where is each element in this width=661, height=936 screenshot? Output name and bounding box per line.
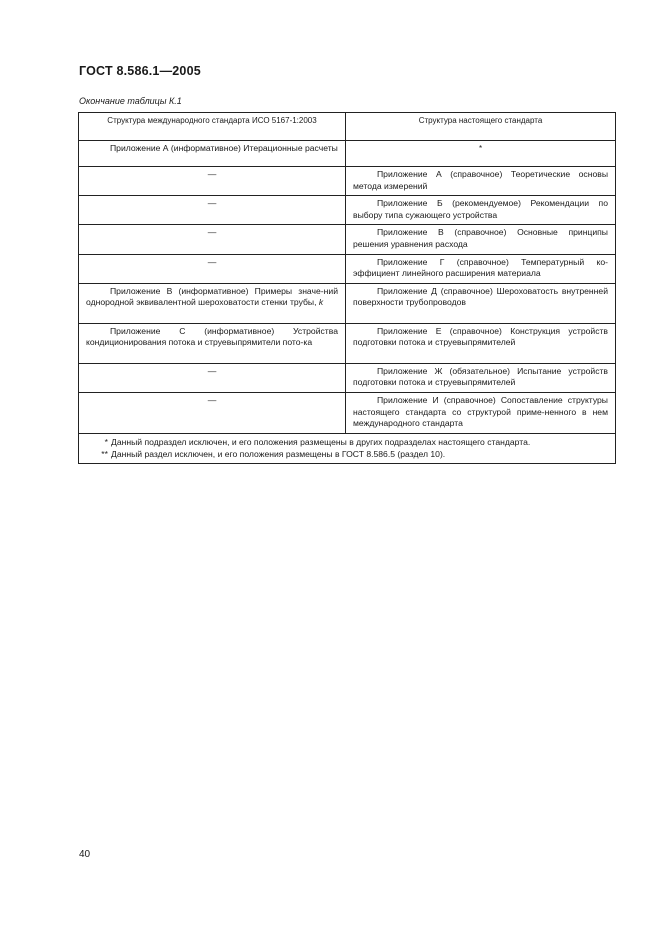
- footnote: [86, 436, 608, 448]
- table-row: [79, 283, 616, 323]
- table-cell-gost: Приложение Г (справочное) Температурный ко-эффициент линейного расширения материала: [346, 254, 616, 283]
- table-header-row: [79, 113, 616, 141]
- table-cell-gost: Приложение И (справочное) Сопоставление структуры настоящего стандарта со структурой приме-ненного в нем международного стандарта: [346, 392, 616, 433]
- table-row: [79, 323, 616, 363]
- table-notes: [79, 433, 616, 463]
- table-cell-gost: Приложение Д (справочное) Шероховатость внутренней поверхности трубопроводов: [346, 283, 616, 323]
- table-cell-iso: —: [79, 167, 346, 196]
- table-cell-iso: —: [79, 363, 346, 392]
- footnote-text: Данный подраздел исключен, и его положения размещены в других подразделах настоящего стандарта.: [111, 436, 531, 447]
- column-header-gost: Структура настоящего стандарта: [346, 113, 616, 141]
- roughness-symbol: k: [318, 297, 324, 308]
- table-cell-gost: Приложение Б (рекомендуемое) Рекомендации по выбору типа сужающего устройства: [346, 196, 616, 225]
- table-row: [79, 363, 616, 392]
- table-notes-row: [79, 433, 616, 463]
- document-title: ГОСТ 8.586.1—2005: [79, 64, 201, 78]
- table-cell-iso: [79, 283, 346, 323]
- footnote-mark: **: [101, 448, 108, 459]
- table-cell-gost: Приложение В (справочное) Основные принципы решения уравнения расхода: [346, 225, 616, 254]
- footnote-text: Данный раздел исключен, и его положения размещены в ГОСТ 8.586.5 (раздел 10).: [111, 448, 446, 459]
- table-cell-iso: —: [79, 392, 346, 433]
- table-caption: Окончание таблицы К.1: [79, 96, 182, 106]
- table-row: [79, 141, 616, 167]
- table-cell-iso: —: [79, 196, 346, 225]
- structure-comparison-table: [78, 112, 616, 464]
- table-cell-gost: Приложение А (справочное) Теоретические основы метода измерений: [346, 167, 616, 196]
- table-row: [79, 392, 616, 433]
- table-cell-iso: Приложение С (информативное) Устройства кондиционирования потока и струевыпрямители пото-ка: [79, 323, 346, 363]
- table-cell-gost: Приложение Е (справочное) Конструкция устройств подготовки потока и струевыпрямителей: [346, 323, 616, 363]
- footnote: [86, 448, 608, 460]
- table-cell-iso: —: [79, 254, 346, 283]
- column-header-iso: Структура международного стандарта ИСО 5167-1:2003: [79, 113, 346, 141]
- table-row: [79, 254, 616, 283]
- page-number: 40: [79, 849, 91, 860]
- table-cell-iso: Приложение А (информативное) Итерационные расчеты: [79, 141, 346, 167]
- table-row: [79, 225, 616, 254]
- table-cell-gost: *: [346, 141, 616, 167]
- footnote-mark: *: [104, 436, 108, 447]
- table-cell-gost: Приложение Ж (обязательное) Испытание устройств подготовки потока и струевыпрямителей: [346, 363, 616, 392]
- table-cell-iso: —: [79, 225, 346, 254]
- table-cell-iso-text: Приложение В (информативное) Примеры значе-ний однородной эквивалентной шероховатости стенки трубы,: [86, 285, 338, 308]
- table-row: [79, 167, 616, 196]
- table-row: [79, 196, 616, 225]
